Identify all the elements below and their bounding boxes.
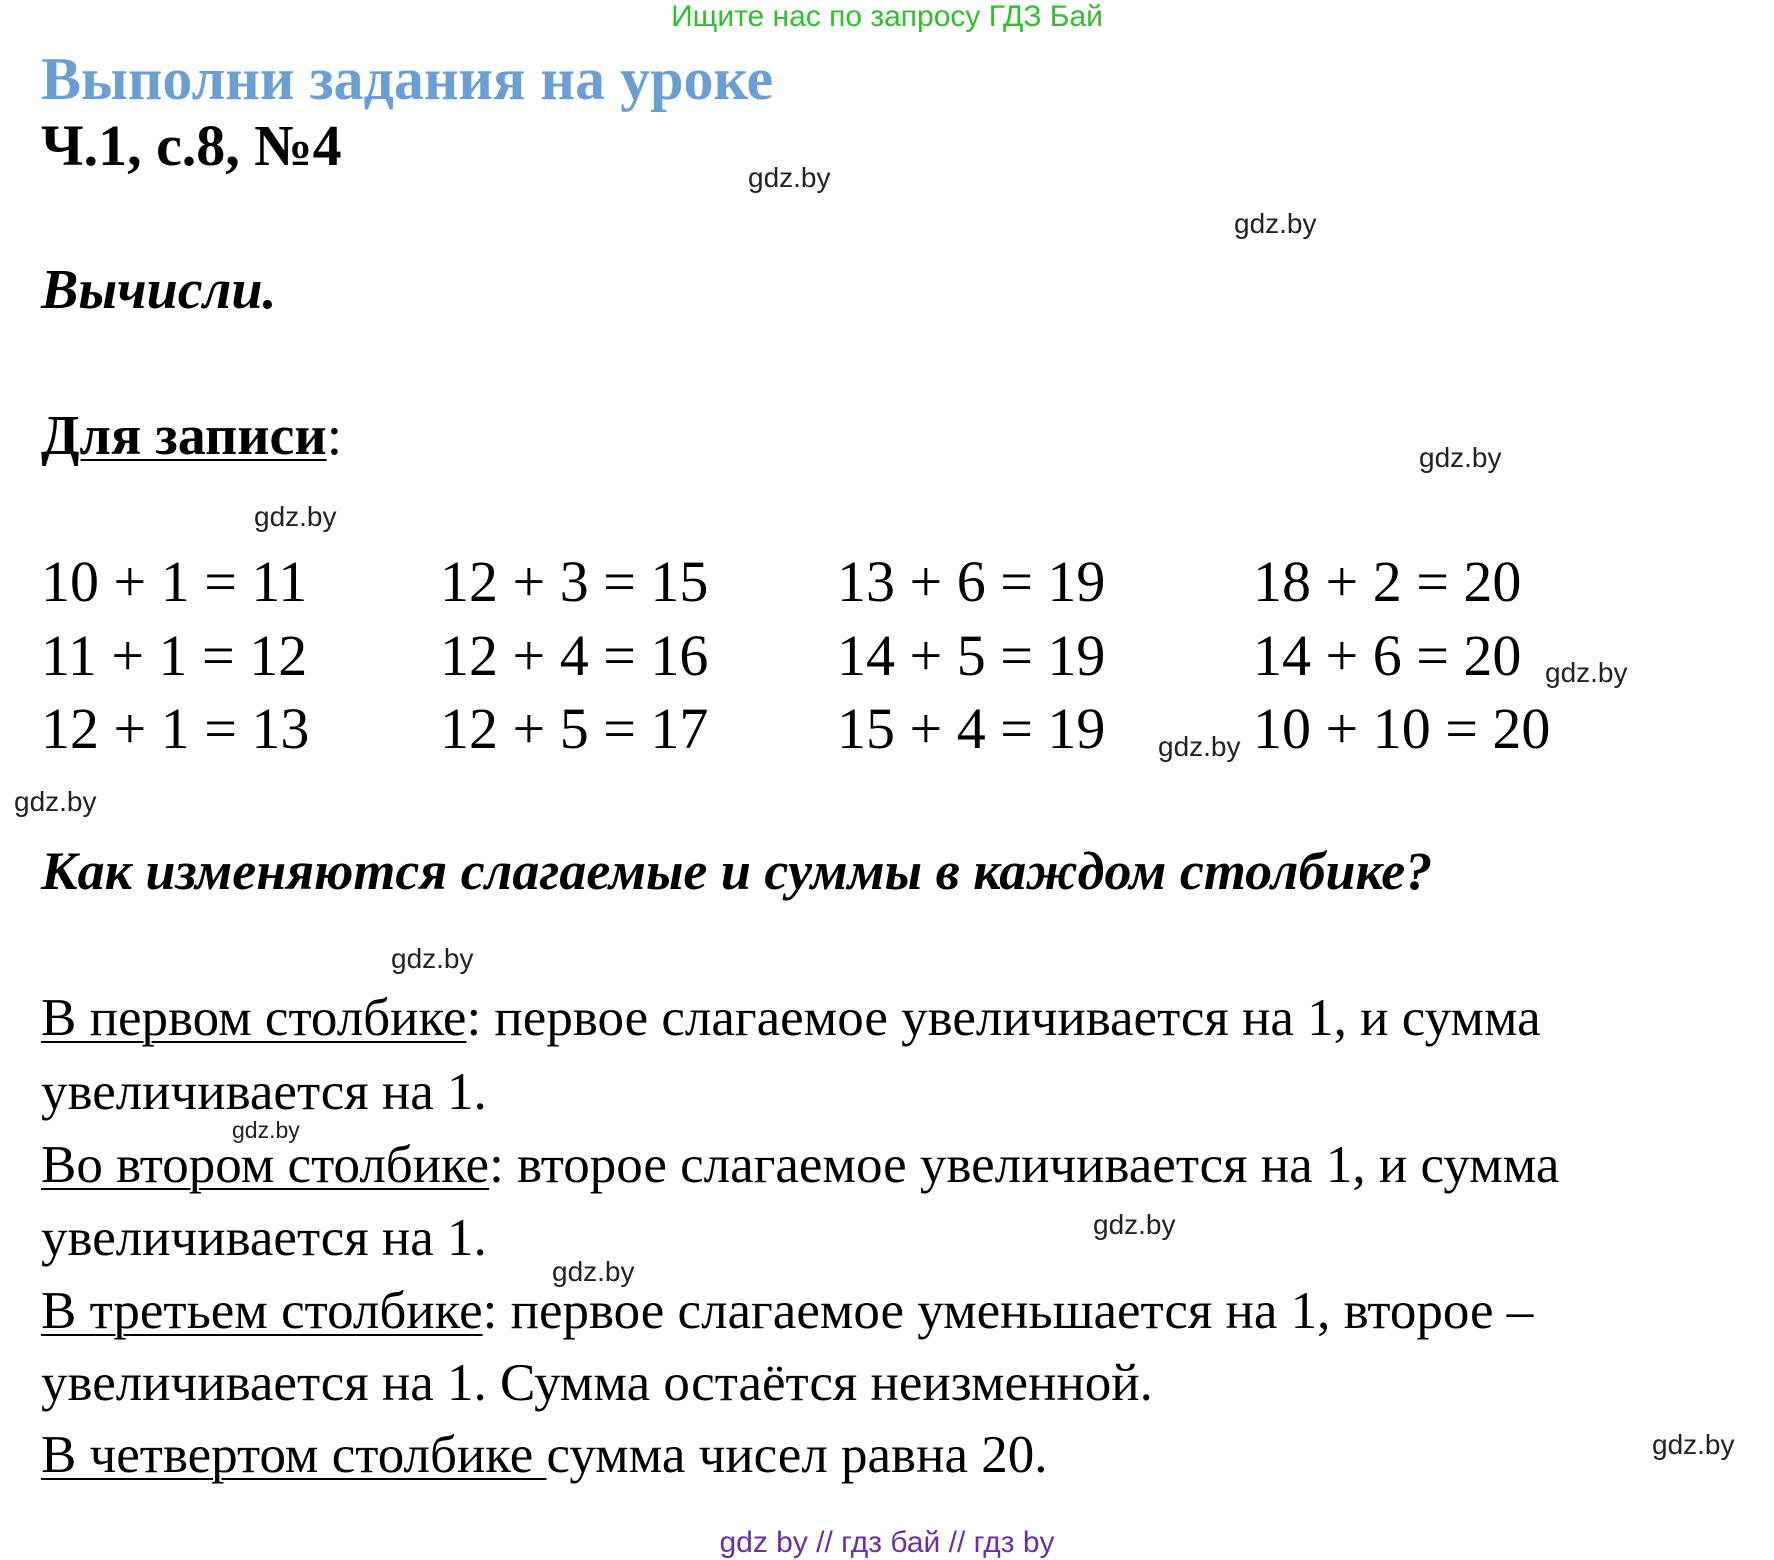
answer-text: увеличивается на 1. Сумма остаётся неизменной. [41, 1354, 1153, 1412]
equation: 10 + 1 = 11 [41, 549, 308, 614]
watermark: gdz.by [14, 786, 97, 817]
watermark: gdz.by [1652, 1429, 1735, 1460]
watermark: gdz.by [391, 943, 474, 974]
watermark: gdz.by [552, 1256, 635, 1287]
answer-line [41, 1062, 487, 1122]
answer-line [41, 1135, 1559, 1195]
answer-text: : первое слагаемое уменьшается на 1, второе – [482, 1282, 1534, 1340]
answer-label: В третьем столбике [41, 1282, 483, 1340]
top-banner: Ищите нас по запросу ГДЗ Бай [671, 0, 1103, 33]
equation: 14 + 6 = 20 [1253, 623, 1522, 688]
watermark: gdz.by [748, 162, 831, 193]
for-note-label: Для записи [41, 405, 327, 467]
watermark: gdz.by [1545, 657, 1628, 688]
equation: 11 + 1 = 12 [41, 623, 308, 688]
equation: 18 + 2 = 20 [1253, 549, 1522, 614]
equation: 10 + 10 = 20 [1253, 696, 1551, 761]
equation: 13 + 6 = 19 [837, 549, 1106, 614]
answer-line [41, 1425, 1047, 1485]
equation: 12 + 5 = 17 [440, 696, 709, 761]
answer-line [41, 1281, 1533, 1341]
answer-line [41, 1353, 1153, 1413]
question: Как изменяются слагаемые и суммы в каждом столбике? [41, 841, 1433, 901]
answer-text: увеличивается на 1. [41, 1063, 487, 1121]
answer-label: Во втором столбике [41, 1136, 490, 1194]
task-instruction: Вычисли. [41, 259, 277, 321]
watermark: gdz.by [1234, 208, 1317, 239]
answer-line [41, 988, 1541, 1048]
section-title: Выполни задания на уроке [41, 46, 774, 112]
watermark: gdz.by [1419, 442, 1502, 473]
equation: 15 + 4 = 19 [837, 696, 1106, 761]
watermark: gdz.by [1093, 1209, 1176, 1240]
answer-label: В первом столбике [41, 989, 467, 1047]
for-note-colon: : [326, 405, 343, 467]
answer-line [41, 1208, 487, 1268]
equation: 14 + 5 = 19 [837, 623, 1106, 688]
equation: 12 + 1 = 13 [41, 696, 310, 761]
answer-text: : первое слагаемое увеличивается на 1, и сумма [466, 989, 1541, 1047]
answer-label: В четвертом столбике [41, 1426, 547, 1484]
answer-text: сумма чисел равна 20. [546, 1426, 1048, 1484]
watermark: gdz.by [1158, 731, 1241, 762]
answer-text: : второе слагаемое увеличивается на 1, и сумма [489, 1136, 1560, 1194]
equation: 12 + 3 = 15 [440, 549, 709, 614]
answer-text: увеличивается на 1. [41, 1209, 487, 1267]
for-note [41, 404, 342, 468]
task-reference: Ч.1, с.8, №4 [41, 113, 342, 178]
footer-watermark: gdz by // гдз бай // гдз by [719, 1526, 1055, 1559]
equation: 12 + 4 = 16 [440, 623, 709, 688]
watermark: gdz.by [232, 1117, 300, 1143]
watermark: gdz.by [254, 501, 337, 532]
